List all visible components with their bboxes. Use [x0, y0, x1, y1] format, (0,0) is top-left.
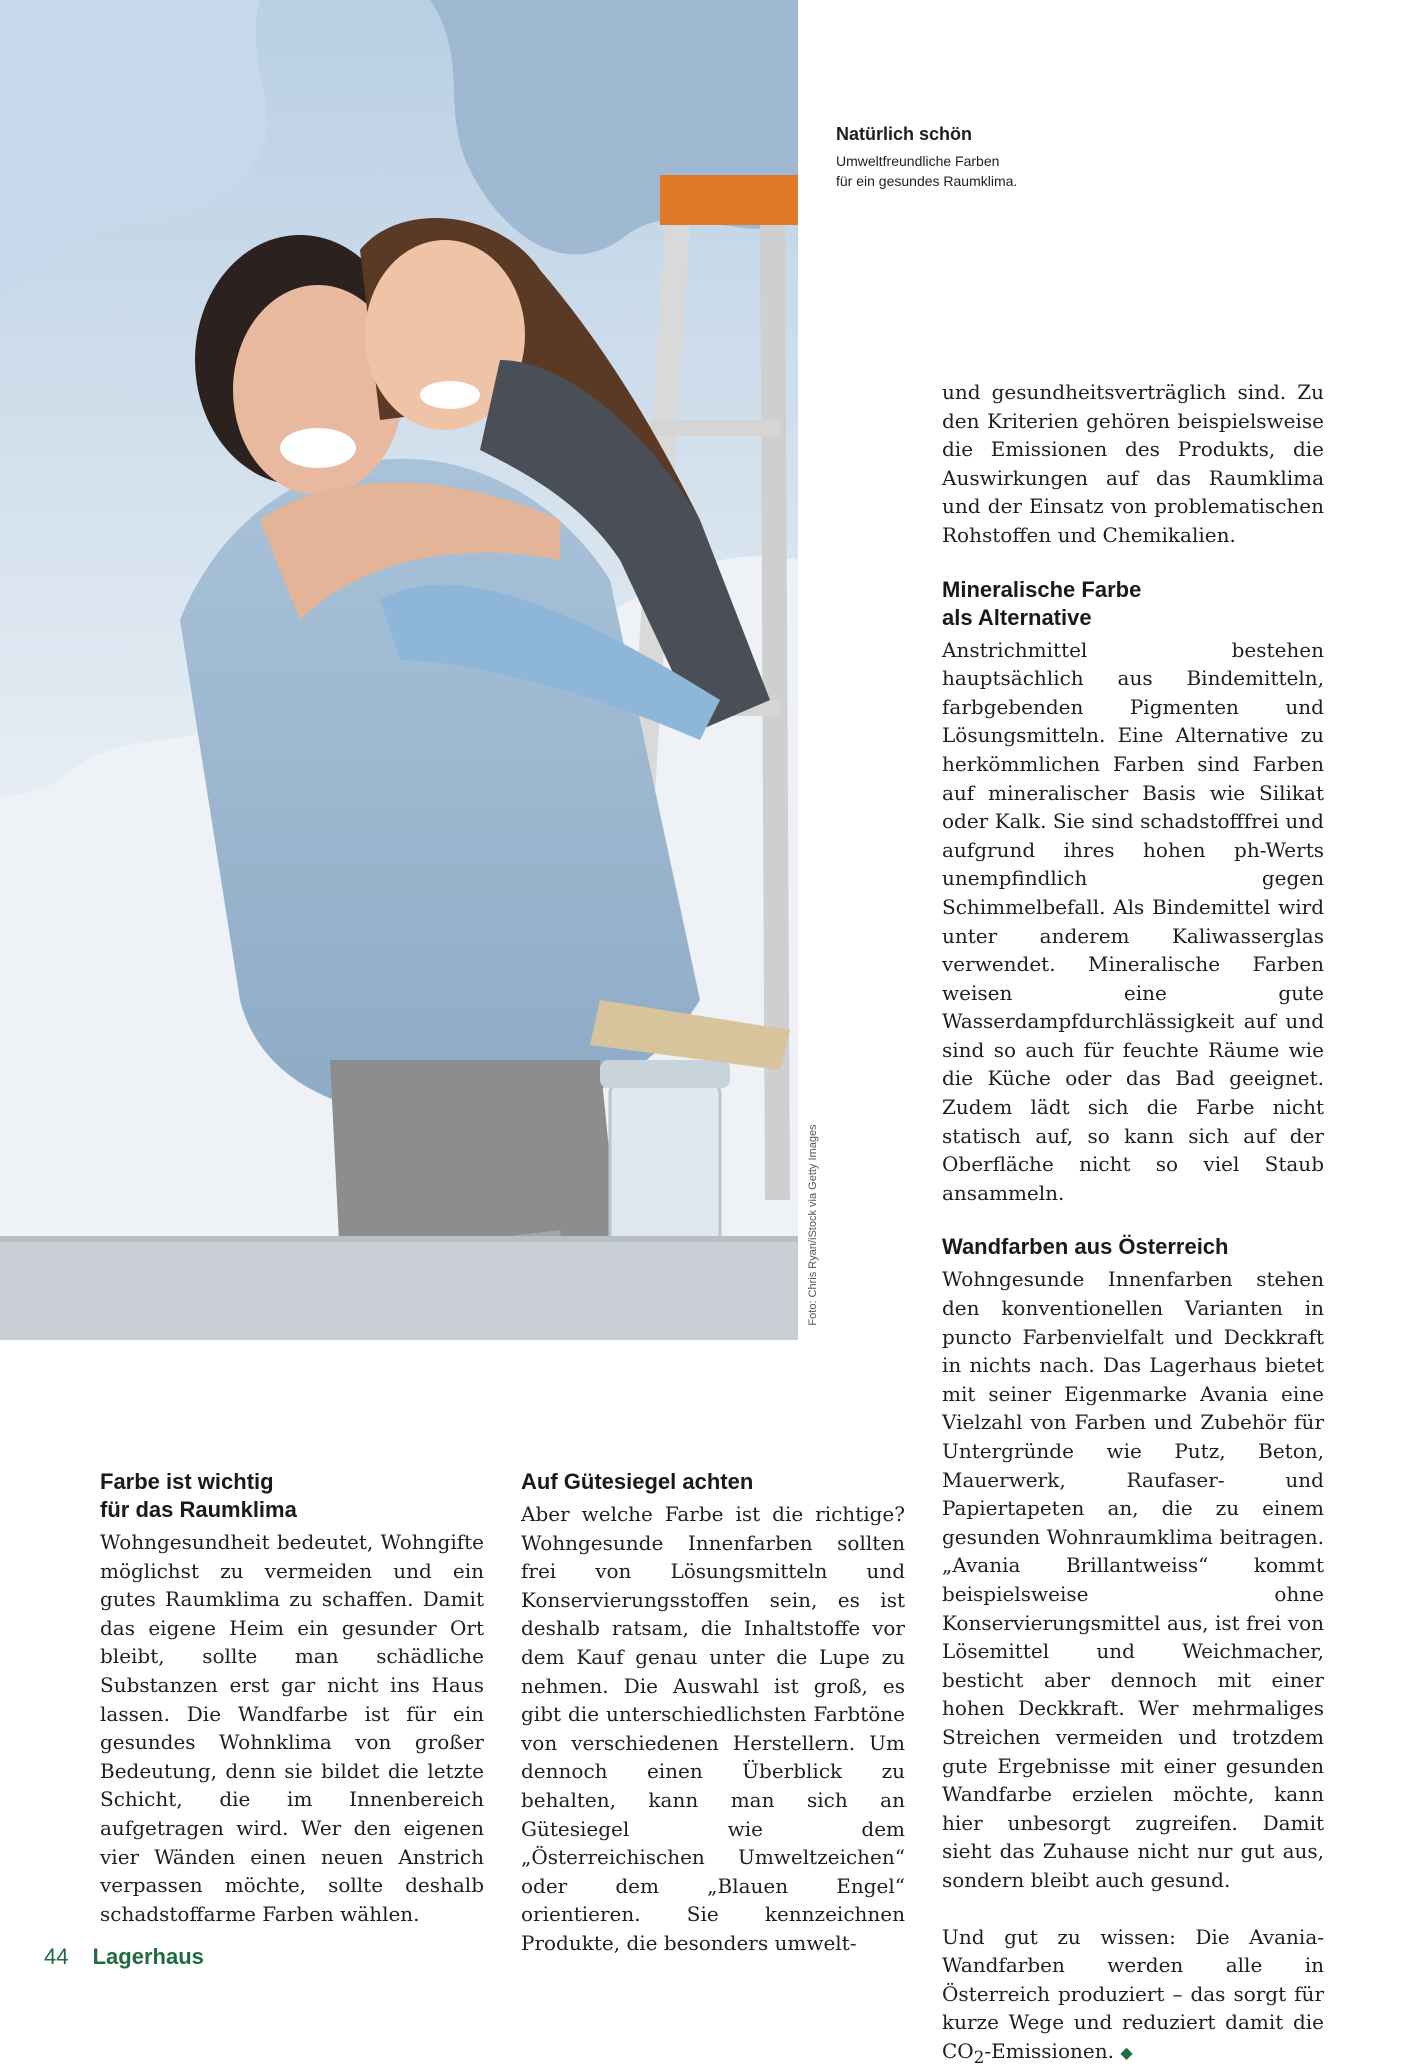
photo-credit-text: Foto: Chris Ryan/iStock via Getty Images — [807, 1124, 819, 1325]
col3-heading-mineral-line2: als Alternative — [942, 605, 1092, 630]
caption-title: Natürlich schön — [836, 124, 1096, 145]
col3-heading-austria: Wandfarben aus Österreich — [942, 1233, 1324, 1261]
page-footer — [44, 1944, 204, 1974]
col1-body: Wohngesundheit bedeutet, Wohngifte möglichst zu vermeiden und ein gutes Raumklima zu schaffen. Damit das eigene Heim ein gesunder Ort bleibt, sollte man schädliche Substanzen erst gar nicht ins Haus lassen. Die Wandfarbe ist für ein gesundes Wohnklima von großer Bedeutung, denn sie bildet die letzte Schicht, die im Innenbereich aufgetragen wird. Wer den eigenen vier Wänden einen neuen Anstrich verpassen möchte, sollte deshalb schadstoffarme Farben wählen. — [100, 1528, 484, 1928]
co2-subscript: 2 — [974, 2048, 985, 2067]
page-number: 44 — [44, 1944, 68, 1969]
caption-subtitle-line1: Umweltfreundliche Farben — [836, 151, 1096, 171]
col1-heading-line2: für das Raumklima — [100, 1497, 297, 1522]
col3-continuation: und gesundheitsverträglich sind. Zu den Kriterien gehören beispielsweise die Emissionen des Produkts, die Auswirkungen auf das Raumklima und der Einsatz von problematischen Rohstoffen und Chemikalien. — [942, 378, 1324, 550]
col3-heading-mineral-line1: Mineralische Farbe — [942, 577, 1141, 602]
photo-credit — [802, 1110, 824, 1340]
col2-heading: Auf Gütesiegel achten — [521, 1468, 905, 1496]
end-mark-icon: ◆ — [1120, 2043, 1132, 2062]
col3-closing-post: -Emissionen. — [984, 2039, 1114, 2063]
col3-heading-mineral — [942, 576, 1324, 632]
article-column-2 — [521, 1468, 905, 1958]
col3-closing-pre: Und gut zu wissen: Die Avania-Wandfarben werden alle in Österreich produziert – das sorgt für kurze Wege und reduziert damit die CO — [942, 1925, 1324, 2063]
magazine-brand: Lagerhaus — [93, 1944, 204, 1969]
col3-body-austria: Wohngesunde Innenfarben stehen den konventionellen Varianten in puncto Farbenvielfalt und Deckkraft in nichts nach. Das Lagerhaus bietet mit seiner Eigenmarke Avania eine Vielzahl von Farben und Zubehör für Untergründe wie Putz, Beton, Mauerwerk, Raufaser- und Papiertapeten an, die zu einem gesunden Wohnraumklima beitragen. „Avania Brillantweiss“ kommt beispielsweise ohne Konservierungsmittel aus, ist frei von Lösemittel und Weichmacher, besticht aber dennoch mit einer hohen Deckkraft. Wer mehrmaliges Streichen vermeiden und trotzdem gute Ergebnisse mit einer gesunden Wandfarbe erzielen möchte, kann hier unbesorgt zugreifen. Damit sieht das Zuhause nicht nur gut aus, sondern bleibt auch gesund. — [942, 1265, 1324, 1894]
col1-heading-line1: Farbe ist wichtig — [100, 1469, 274, 1494]
col2-body: Aber welche Farbe ist die richtige? Wohngesunde Innenfarben sollten frei von Lösungsmitteln und Konservierungsstoffen sein, es ist deshalb ratsam, die Inhaltstoffe vor dem Kauf genau unter die Lupe zu nehmen. Die Auswahl ist groß, es gibt die unterschiedlichsten Farbtöne von verschiedenen Herstellern. Um dennoch einen Überblick zu behalten, kann man sich an Gütesiegel wie dem „Österreichischen Umweltzeichen“ oder dem „Blauen Engel“ orientieren. Sie kennzeichnen Produkte, die besonders umwelt- — [521, 1500, 905, 1958]
article-photo — [0, 0, 798, 1340]
caption-subtitle-line2: für ein gesundes Raumklima. — [836, 171, 1096, 191]
article-column-3 — [942, 378, 1324, 2072]
col3-closing — [942, 1923, 1324, 2072]
photo-mother-daughter-icon — [0, 0, 798, 1340]
article-column-1 — [100, 1468, 484, 1928]
col3-body-mineral: Anstrichmittel bestehen hauptsächlich aus Bindemitteln, farbgebenden Pigmenten und Lösungsmitteln. Eine Alternative zu herkömmlichen Farben sind Farben auf mineralischer Basis wie Silikat oder Kalk. Sie sind schadstofffrei und aufgrund ihres hohen ph-Werts unempfindlich gegen Schimmelbefall. Als Bindemittel wird unter anderem Kaliwasserglas verwendet. Mineralische Farben weisen eine gute Wasserdampfdurchlässigkeit auf und sind so auch für feuchte Räume wie die Küche oder das Bad geeignet. Zudem lädt sich die Farbe nicht statisch auf, so kann sich auf der Oberfläche nicht so viel Staub ansammeln. — [942, 636, 1324, 1208]
col1-heading — [100, 1468, 484, 1524]
photo-caption — [836, 124, 1096, 191]
